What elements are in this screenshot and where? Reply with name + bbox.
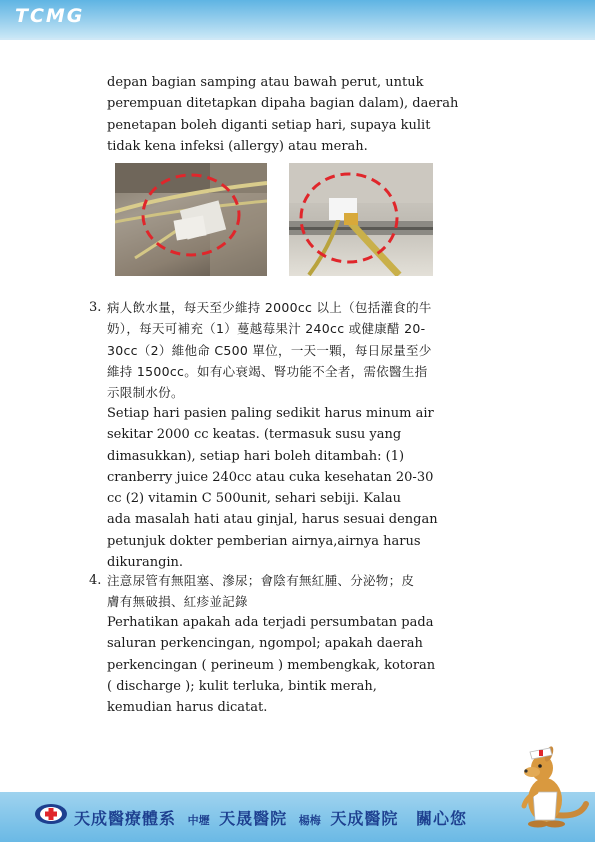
header-divider (0, 38, 595, 40)
catheter-photo-abdomen (289, 163, 433, 276)
item-3-indonesian-text: Setiap hari pasien paling sedikit harus minum air sekitar 2000 cc keatas. (termasuk susu yang dimasukkan), setiap hari boleh ditambah: (1) cranberry juice 240cc atau cuka kesehatan 20-30 cc (2) vitamin C 500unit, sehari sebiji. Kalau ada masalah hati atau ginjal, harus sesuai dengan petunjuk dokter pemberian airnya,airnya harus dikurangin. (107, 406, 438, 571)
catheter-photo-thigh (115, 163, 267, 276)
footer-hospital-1: 天晟醫院 (219, 809, 288, 828)
item-4-indonesian-text: Perhatikan apakah ada terjadi persumbatan pada saluran perkencingan, ngompol; apakah daerah perkencingan ( perineum ) membengkak, kotoran ( discharge ); kulit terluka, bintik merah, kemudian harus dicatat. (107, 615, 436, 716)
intro-paragraph: depan bagian samping atau bawah perut, untuk perempuan ditetapkan dipaha bagian dalam), daerah penetapan boleh diganti setiap hari, supaya kulit tidak kena infeksi (allergy) atau merah. (107, 75, 459, 154)
footer-location-1: 中壢 (187, 814, 210, 827)
item-4-chinese-text: 注意尿管有無阻塞、滲尿；會陰有無紅腫、分泌物；皮 膚有無破損、紅疹並記錄 (107, 573, 415, 610)
kangaroo-nurse-mascot-icon (500, 740, 590, 830)
item-3-chinese-text: 病人飲水量，每天至少維持 2000cc 以上（包括灌食的牛 奶），每天可補充（1）蔓越莓果汁 240cc 或健康醋 20- 30cc（2）維他命 C500 單位，一天一顆，每日尿量至少 維持 1500cc。如有心衰竭、腎功能不全者，需依醫生指 示限制水份。 (107, 300, 432, 401)
footer-care-slogan: 關心您 (415, 809, 467, 828)
item-3-number: 3. (89, 300, 102, 315)
footer-hospital-line (74, 806, 467, 829)
red-cross-logo-icon (34, 803, 68, 825)
page-header (0, 0, 595, 38)
footer-system-name: 天成醫療體系 (74, 809, 177, 828)
footer-location-2: 楊梅 (298, 814, 321, 827)
item-4-number: 4. (89, 573, 102, 588)
catheter-photo-thigh-drawing (115, 163, 267, 276)
footer-hospital-2: 天成醫院 (330, 809, 399, 828)
catheter-photo-abdomen-drawing (289, 163, 433, 276)
header-brand: TCMG (15, 5, 85, 27)
